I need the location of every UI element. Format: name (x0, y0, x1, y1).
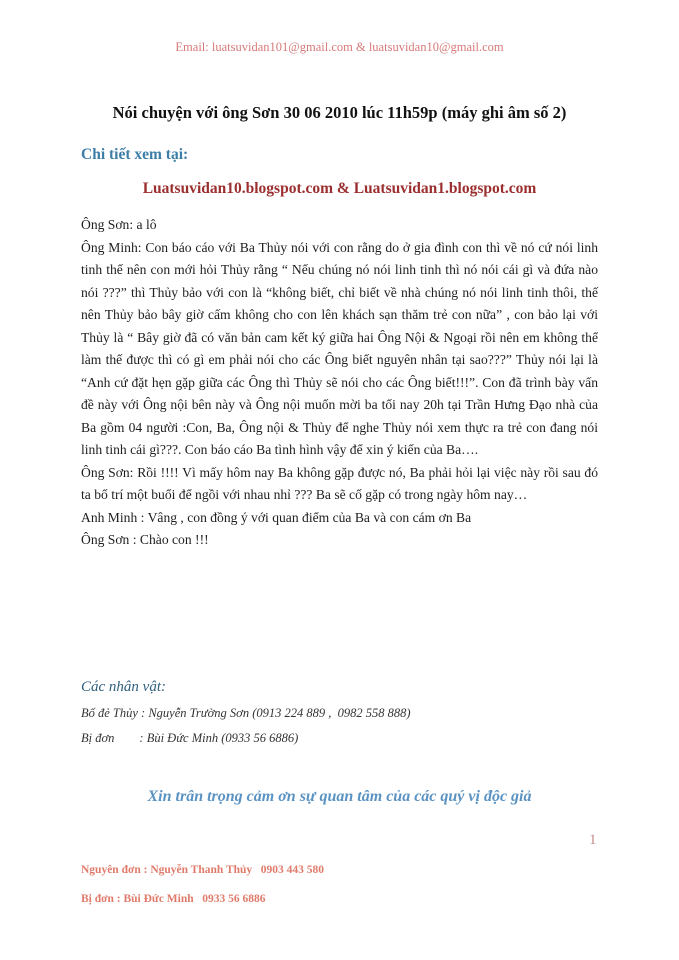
dialogue-line: Ông Minh: Con báo cáo với Ba Thủy nói với con rằng do ở gia đình con thì về nó cứ nói linh tinh thế nên con mới hỏi Thủy rằng “ Nếu chúng nó nói linh tinh thì nó nói cái gì và đứa nào nói ???” thì Thủy bảo với con là “không biết, chỉ biết về nhà chúng nó nói linh tinh thôi, thế nên Thủy bảo bây giờ cấm không cho con lên khách sạn thăm trẻ con nữa” , con bảo lại với Thủy là “ Bây giờ đã có văn bản cam kết ký giữa hai Ông Nội & Ngoại rồi nên em không thể làm thế được thì có gì em phải nói cho các Ông biết nguyên nhân tại sao???” Thủy nói lại là “Anh cứ đặt hẹn gặp giữa các Ông thì Thủy sẽ nói cho các Ông biết!!!”. Con đã trình bày vấn đề này với Ông nội bên này và Ông nội muốn mời ba tối nay 20h tại Trần Hưng Đạo nhà của Ba gồm 04 người :Con, Ba, Ông nội & Thủy để nghe Thủy nói xem thực ra trẻ con đang nói linh tinh cái gì???. Con báo cáo Ba tình hình vậy để xin ý kiến của Ba…. (81, 239, 598, 457)
footer-defendant: Bị đơn : Bùi Đức Minh 0933 56 6886 (81, 893, 266, 905)
conversation-transcript (81, 214, 598, 552)
dialogue-line: Ông Sơn: a lô (81, 217, 157, 232)
blog-links[interactable]: Luatsuvidan10.blogspot.com & Luatsuvidan1.blogspot.com (142, 180, 537, 197)
dialogue-line: Ông Sơn : Chào con !!! (81, 532, 209, 547)
character-line: Bố đẻ Thủy : Nguyễn Trường Sơn (0913 224 889 , 0982 558 888) (81, 706, 411, 720)
footer-plaintiff: Nguyên đơn : Nguyễn Thanh Thủy 0903 443 580 (81, 864, 325, 876)
email-header: Email: luatsuvidan101@gmail.com & luatsuvidan10@gmail.com (175, 40, 504, 54)
character-line: Bị đơn : Bùi Đức Minh (0933 56 6886) (81, 731, 299, 745)
dialogue-line: Anh Minh : Vâng , con đồng ý với quan điểm của Ba và con cám ơn Ba (81, 509, 472, 525)
characters-heading: Các nhân vật: (81, 679, 166, 695)
detail-label: Chi tiết xem tại: (81, 146, 189, 163)
thanks-message: Xin trân trọng cảm ơn sự quan tâm của các quý vị độc giả (147, 788, 532, 805)
page-title: Nói chuyện với ông Sơn 30 06 2010 lúc 11h59p (máy ghi âm số 2) (112, 103, 567, 122)
dialogue-line: Ông Sơn: Rồi !!!! Vì mấy hôm nay Ba không gặp được nó, Ba phải hỏi lại việc này rồi sau đó ta bố trí một buổi để ngồi với nhau nhỉ ??? Ba sẽ cố gặp có trong ngày hôm nay… (81, 464, 598, 502)
page-number: 1 (589, 832, 597, 848)
